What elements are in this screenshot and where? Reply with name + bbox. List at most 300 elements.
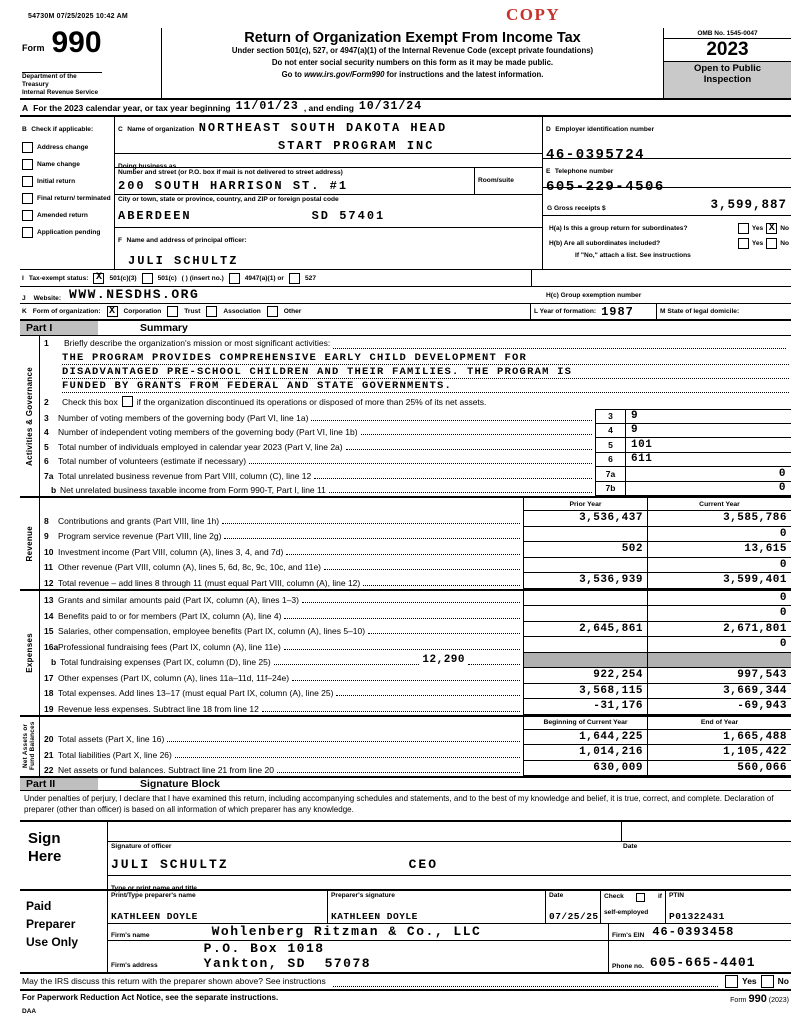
- prior-year-cell: [523, 699, 647, 715]
- firm-ein-value: 46-0393458: [652, 924, 735, 939]
- gross-receipts-label: Gross receipts $: [553, 205, 606, 212]
- preparer-date-cell: [546, 891, 601, 923]
- prior-year-cell: [523, 558, 647, 574]
- dotted-leader: [249, 463, 592, 464]
- form-title: Return of Organization Exempt From Income Tax: [244, 30, 581, 46]
- form-number: 990: [51, 26, 102, 59]
- firm-name-label: Firm's name: [111, 931, 150, 939]
- current-year-cell: [647, 668, 791, 684]
- line-label: Total revenue – add lines 8 through 11 (must equal Part VIII, column (A), line 12): [58, 577, 361, 588]
- checkbox-ha-yes[interactable]: [738, 223, 749, 234]
- tax-year: 2023: [664, 39, 791, 62]
- ein-value: 46-0395724: [546, 147, 646, 163]
- tax-year-end-value: 10/31/24: [358, 100, 423, 113]
- firm-ein-cell: [608, 924, 791, 940]
- dba-cell: [115, 154, 542, 168]
- principal-officer-value: JULI SCHULTZ: [128, 254, 239, 268]
- box-g-id: G: [547, 205, 553, 212]
- hc-label: Group exemption number: [560, 292, 642, 299]
- line-number: 13: [44, 595, 54, 605]
- goto-line: [162, 70, 663, 79]
- prior-value: 3,568,115: [579, 684, 643, 697]
- current-value: 997,543: [737, 669, 787, 682]
- line-number: 21: [44, 749, 54, 760]
- principal-officer-label: Name and address of principal officer:: [126, 237, 247, 244]
- line-value: 9: [631, 424, 639, 437]
- dotted-leader: [346, 449, 592, 450]
- line-label: Net unrelated business taxable income from Form 990-T, Part I, line 11: [60, 485, 326, 495]
- prior-year-cell-shaded: [523, 653, 647, 669]
- prior-year-cell: [523, 606, 647, 622]
- signature-date-label: Date: [623, 842, 638, 850]
- summary-line-22: [40, 761, 791, 777]
- end-value: 560,066: [737, 761, 787, 774]
- checkbox-discuss-yes[interactable]: [725, 975, 738, 988]
- dept-line-1: Department of the Treasury: [22, 73, 77, 88]
- prior-year-cell: [523, 591, 647, 607]
- goto-post: for instructions and the latest information.: [386, 70, 544, 79]
- line-2-post: if the organization discontinued its operations or disposed of more than 25% of its net assets.: [136, 396, 487, 407]
- current-value: 3,669,344: [723, 684, 787, 697]
- gross-receipts-value: 3,599,887: [710, 198, 787, 212]
- part-i-bar: [20, 321, 791, 336]
- preparer-signature-label: Preparer's signature: [331, 891, 395, 899]
- paid-word: Paid: [26, 898, 52, 913]
- label-association: Association: [223, 308, 261, 315]
- state-of-domicile-label: State of legal domicile:: [667, 308, 740, 315]
- line-label: Other expenses (Part IX, column (A), lines 11a–11d, 11f–24e): [58, 672, 290, 683]
- org-name-cell: [115, 117, 542, 154]
- checkbox-final-return[interactable]: [22, 193, 33, 204]
- line-value: 101: [631, 438, 653, 451]
- sidebar-net-assets-label: Net Assets or Fund Balances: [21, 721, 36, 771]
- print-stamp: 54730M 07/25/2025 10:42 AM: [28, 13, 128, 20]
- line-ref-box: 3: [595, 409, 625, 424]
- summary-line-8: [40, 511, 791, 527]
- current-value: 3,599,401: [723, 574, 787, 587]
- sidebar-governance-label: Activities & Governance: [25, 366, 34, 466]
- irs-discuss-label: May the IRS discuss this return with the preparer shown above? See instructions: [22, 976, 326, 987]
- summary-line-7b: [40, 482, 791, 497]
- checkbox-corporation[interactable]: X: [107, 306, 118, 317]
- line-label: Total assets (Part X, line 16): [58, 734, 165, 744]
- label-name-change: Name change: [37, 161, 80, 168]
- line-2-pre: Check this box: [62, 396, 118, 407]
- line-number: 17: [44, 672, 54, 683]
- checkbox-ha-no[interactable]: X: [766, 223, 777, 234]
- begin-value: 630,009: [593, 761, 643, 774]
- box-f-id: F: [118, 237, 123, 244]
- current-year-cell: [647, 591, 791, 607]
- paid-preparer-gutter: [20, 891, 108, 972]
- form-footer-number: 990: [748, 992, 767, 1005]
- summary-line-16b: [40, 653, 791, 669]
- line-label: Salaries, other compensation, employee benefits (Part IX, column (A), lines 5–10): [58, 626, 366, 636]
- expenses-section: [20, 589, 791, 715]
- goto-pre: Go to: [281, 70, 302, 79]
- label-501c: 501(c): [157, 274, 177, 282]
- ha-id: H(a): [549, 225, 562, 232]
- dotted-leader: [292, 680, 520, 681]
- dotted-leader: [333, 348, 786, 349]
- line-number: 5: [44, 441, 49, 452]
- current-value: 0: [779, 527, 787, 540]
- current-value: 0: [779, 638, 787, 651]
- website-label: Website:: [33, 295, 62, 302]
- line-label: Number of voting members of the governing body (Part VI, line 1a): [58, 412, 309, 423]
- line-value-box: [625, 467, 791, 482]
- dept-line-2: Internal Revenue Service: [22, 89, 99, 96]
- prior-year-header: Prior Year: [523, 498, 647, 511]
- paid-preparer-block: [20, 891, 791, 974]
- open-line-1: Open to Public: [693, 62, 762, 74]
- line-number: 14: [44, 610, 54, 621]
- current-year-cell: [647, 684, 791, 700]
- firm-address-cell: [108, 941, 608, 972]
- copy-watermark: COPY: [506, 5, 561, 24]
- line-number: 19: [44, 703, 54, 714]
- dotted-leader: [274, 664, 420, 665]
- preparer-signature-cell[interactable]: [328, 891, 546, 923]
- preparer-name-value: KATHLEEN DOYLE: [111, 910, 198, 922]
- discuss-no-label: No: [777, 976, 789, 987]
- phone-value: 605-665-4401: [649, 954, 756, 970]
- sign-word: Sign: [28, 829, 61, 847]
- principal-officer-cell: [115, 228, 542, 269]
- ein-label: Employer identification number: [555, 126, 655, 133]
- checkbox-address-change[interactable]: [22, 142, 33, 153]
- line-k-id: K: [22, 308, 27, 315]
- ptin-cell: [666, 891, 791, 923]
- firm-ein-label: Firm's EIN: [612, 931, 645, 939]
- line-number: 4: [44, 427, 49, 437]
- fundraising-expenses-value: 12,290: [422, 654, 465, 666]
- year-columns-header: [40, 498, 791, 511]
- telephone-value: 605-229-4506: [546, 179, 665, 195]
- current-year-cell-shaded: [647, 653, 791, 669]
- line-ref-box: 5: [595, 438, 625, 453]
- preparer-date-label: Date: [549, 891, 564, 899]
- officer-name-value: JULI SCHULTZ: [111, 856, 229, 872]
- summary-line-6: [40, 453, 791, 468]
- prior-year-cell: [523, 637, 647, 653]
- irs-url-link[interactable]: www.irs.gov/Form990: [304, 70, 385, 79]
- part-ii-tag: Part II: [20, 778, 98, 790]
- line-m-id: M: [660, 308, 666, 315]
- line-2-row: [40, 393, 791, 409]
- dotted-leader: [222, 523, 520, 524]
- tax-year-begin-value: 11/01/23: [235, 100, 299, 113]
- governance-section: [20, 336, 791, 496]
- end-value: 1,665,488: [723, 730, 787, 743]
- ptin-label: PTIN: [669, 891, 685, 899]
- org-name-line-2: START PROGRAM INC: [278, 139, 435, 153]
- end-of-year-header: End of Year: [647, 717, 791, 730]
- checkbox-501c3[interactable]: X: [93, 273, 104, 284]
- line-label: Total expenses. Add lines 13–17 (must equal Part IX, column (A), line 25): [58, 688, 334, 698]
- checkbox-discuss-no[interactable]: [761, 975, 774, 988]
- begin-value: 1,644,225: [579, 730, 643, 743]
- checkbox-association[interactable]: [206, 306, 217, 317]
- ptin-value: P01322431: [669, 910, 725, 922]
- line-ref-box: 7a: [595, 467, 625, 482]
- open-line-2: Inspection: [703, 73, 752, 85]
- check-label: Check: [604, 892, 624, 900]
- firm-name-value: Wohlenberg Ritzman & Co., LLC: [211, 923, 482, 939]
- self-employed-label: self-employed: [604, 909, 649, 917]
- form-header: [20, 28, 791, 100]
- sidebar-revenue-label: Revenue: [25, 525, 34, 561]
- line-2-number: 2: [44, 396, 49, 407]
- city-value: ABERDEEN: [118, 209, 192, 223]
- firm-phone-cell: [608, 941, 791, 972]
- prior-year-cell: [523, 622, 647, 638]
- current-year-cell: [647, 542, 791, 558]
- sign-here-gutter: [20, 822, 108, 889]
- group-return-cell: [543, 216, 791, 269]
- current-year-cell: [647, 558, 791, 574]
- beginning-of-year-header: Beginning of Current Year: [523, 717, 647, 730]
- irs-discuss-row: [20, 974, 791, 991]
- summary-line-9: [40, 527, 791, 543]
- summary-line-16a: [40, 637, 791, 653]
- line-a: [20, 100, 791, 117]
- current-year-cell: [647, 699, 791, 715]
- mission-text-1: THE PROGRAM PROVIDES COMPREHENSIVE EARLY CHILD DEVELOPMENT FOR: [62, 352, 528, 364]
- current-year-cell: [647, 573, 791, 589]
- omb-block: [664, 28, 791, 98]
- line-label: Total fundraising expenses (Part IX, column (D), line 25): [60, 657, 271, 667]
- checkbox-4947a1[interactable]: [229, 273, 240, 284]
- line-number: 12: [44, 577, 54, 588]
- line-1-number: 1: [44, 338, 49, 348]
- prior-value: 3,536,939: [579, 574, 643, 587]
- current-value: 2,671,801: [723, 622, 787, 635]
- checkbox-trust[interactable]: [167, 306, 178, 317]
- line-a-id: A: [22, 103, 29, 113]
- line-number: 18: [44, 688, 54, 698]
- ha-yes-label: Yes: [751, 225, 764, 232]
- checkbox-initial-return[interactable]: [22, 176, 33, 187]
- signature-of-officer-label: Signature of officer: [111, 842, 172, 850]
- label-527: 527: [304, 274, 316, 282]
- form-number-block: [20, 28, 162, 98]
- line-number: 11: [44, 562, 53, 572]
- use-only-word: Use Only: [26, 934, 79, 949]
- hb-no-label: No: [780, 240, 789, 247]
- form-of-org-label: Form of organization:: [32, 308, 101, 315]
- summary-line-19: [40, 699, 791, 715]
- website-value[interactable]: WWW.NESDHS.ORG: [69, 287, 200, 302]
- current-year-cell: [647, 622, 791, 638]
- current-year-cell: [647, 511, 791, 527]
- firm-address-label: Firm's address: [111, 961, 158, 969]
- summary-line-5: [40, 438, 791, 453]
- self-employed-cell: [601, 891, 666, 923]
- label-application-pending: Application pending: [37, 229, 101, 236]
- hb-yes-label: Yes: [751, 240, 764, 247]
- sign-here-block: [20, 822, 791, 891]
- begin-year-cell: [523, 761, 647, 777]
- prior-value: 922,254: [593, 669, 643, 682]
- summary-line-18: [40, 684, 791, 700]
- line-l-id: L: [534, 308, 538, 315]
- line-label: Professional fundraising fees (Part IX, column (A), line 11e): [58, 641, 281, 652]
- end-year-cell: [647, 730, 791, 746]
- firm-address-line-2: Yankton, SD 57078: [203, 956, 372, 972]
- line-number: b: [51, 485, 57, 495]
- mission-line-2: [62, 365, 789, 379]
- current-year-cell: [647, 637, 791, 653]
- label-insert-no: ( ) (insert no.): [181, 274, 224, 282]
- org-name-line-1: NORTHEAST SOUTH DAKOTA HEAD: [198, 121, 448, 135]
- checkbox-527[interactable]: [289, 273, 300, 284]
- dotted-leader: [302, 602, 520, 603]
- prior-value: 2,645,861: [579, 622, 643, 635]
- mission-text-3: FUNDED BY GRANTS FROM FEDERAL AND STATE GOVERNMENTS.: [62, 380, 453, 392]
- label-amended-return: Amended return: [37, 212, 88, 219]
- dotted-leader: [314, 478, 592, 479]
- dotted-leader: [361, 434, 592, 435]
- dotted-leader: [175, 757, 520, 758]
- dotted-leader: [167, 741, 520, 742]
- summary-line-14: [40, 606, 791, 622]
- prior-year-cell: [523, 527, 647, 543]
- ein-phone-column: [543, 117, 791, 269]
- mission-label-row: [40, 336, 791, 351]
- summary-line-20: [40, 730, 791, 746]
- summary-line-17: [40, 668, 791, 684]
- org-name-address-column: [115, 117, 543, 269]
- begin-year-cell: [523, 730, 647, 746]
- line-value: 9: [631, 410, 639, 423]
- line-number: 8: [44, 515, 49, 526]
- summary-line-11: [40, 558, 791, 574]
- department-block: [22, 72, 102, 97]
- prior-year-cell: [523, 668, 647, 684]
- year-of-formation-label: Year of formation:: [539, 308, 597, 315]
- form-body: [20, 28, 791, 1015]
- summary-line-10: [40, 542, 791, 558]
- line-value-box: [625, 424, 791, 439]
- preparer-signature-value: KATHLEEN DOYLE: [331, 910, 418, 922]
- label-corporation: Corporation: [123, 308, 162, 315]
- box-e-id: E: [546, 168, 551, 175]
- hc-id: H(c): [546, 292, 559, 299]
- telephone-label: Telephone number: [554, 168, 614, 175]
- dotted-leader: [368, 633, 520, 634]
- line-number: b: [51, 657, 57, 667]
- ha-label: Is this a group return for subordinates?: [563, 225, 688, 232]
- city-label: City or town, state or province, country, and ZIP or foreign postal code: [118, 196, 339, 203]
- type-or-print-label: Type or print name and title: [111, 884, 197, 892]
- part-ii-bar: [20, 776, 791, 791]
- checkbox-discontinued[interactable]: [122, 396, 133, 407]
- signature-line[interactable]: [108, 822, 791, 842]
- footer-row: [20, 991, 791, 1005]
- phone-label: Phone no.: [612, 962, 644, 970]
- label-other: Other: [283, 308, 302, 315]
- website-row: [20, 287, 791, 304]
- firm-name-cell: [108, 924, 608, 940]
- line-label: Total number of individuals employed in calendar year 2023 (Part V, line 2a): [58, 441, 343, 452]
- checkbox-amended-return[interactable]: [22, 210, 33, 221]
- line-value-box: [625, 438, 791, 453]
- line-value: 0: [778, 482, 786, 495]
- summary-line-15: [40, 622, 791, 638]
- balance-columns-header: [40, 717, 791, 730]
- form-title-block: [162, 28, 664, 98]
- dotted-leader: [286, 554, 520, 555]
- dotted-leader: [284, 618, 520, 619]
- checkbox-hb-yes[interactable]: [738, 238, 749, 249]
- checkbox-501c[interactable]: [142, 273, 153, 284]
- checkbox-application-pending[interactable]: [22, 227, 33, 238]
- street-value: 200 SOUTH HARRISON ST. #1: [118, 179, 349, 193]
- prior-value: 3,536,437: [579, 512, 643, 525]
- line-value-box: [625, 409, 791, 424]
- checkbox-hb-no[interactable]: [766, 238, 777, 249]
- mission-label: Briefly describe the organization's mission or most significant activities:: [64, 338, 331, 348]
- current-value: -69,943: [737, 700, 787, 713]
- end-year-cell: [647, 761, 791, 777]
- checkbox-name-change[interactable]: [22, 159, 33, 170]
- line-label: Other revenue (Part VIII, column (A), lines 5, 6d, 8c, 9c, 10c, and 11e): [58, 562, 321, 572]
- dotted-leader: [336, 695, 520, 696]
- gross-receipts-cell: [543, 188, 791, 216]
- summary-line-4: [40, 424, 791, 439]
- signature-date-field[interactable]: [621, 822, 791, 841]
- form-subtitle: Under section 501(c), 527, or 4947(a)(1) of the Internal Revenue Code (except private foundations): [231, 46, 594, 55]
- line-ref-box: 4: [595, 424, 625, 439]
- checkbox-self-employed[interactable]: [636, 893, 645, 902]
- prior-value: 502: [621, 543, 643, 556]
- end-year-cell: [647, 745, 791, 761]
- street-cell: [115, 168, 542, 195]
- ha-no-label: No: [780, 225, 789, 232]
- dotted-leader: [284, 649, 520, 650]
- line-number: 22: [44, 765, 54, 775]
- checkbox-other[interactable]: [267, 306, 278, 317]
- current-value: 3,585,786: [723, 512, 787, 525]
- label-final-return: Final return/ terminated: [37, 195, 111, 202]
- line-label: Contributions and grants (Part VIII, line 1h): [58, 515, 220, 526]
- current-year-header: Current Year: [647, 498, 791, 511]
- dotted-leader: [329, 492, 592, 493]
- current-value: 0: [779, 607, 787, 620]
- line-value-box: [625, 482, 791, 497]
- line-a-text-1: For the 2023 calendar year, or tax year beginning: [33, 103, 231, 113]
- line-value-box: [625, 453, 791, 468]
- room-suite-label: Room/suite: [478, 177, 514, 184]
- summary-line-7a: [40, 467, 791, 482]
- part-i-title: Summary: [140, 322, 188, 334]
- open-to-public-badge: [664, 62, 791, 98]
- omb-number: OMB No. 1545-0047: [664, 28, 791, 39]
- dotted-leader: [262, 711, 520, 712]
- line-a-text-2: , and ending: [303, 103, 354, 113]
- line-number: 20: [44, 734, 54, 744]
- box-b-id: B: [22, 126, 27, 133]
- current-year-cell: [647, 606, 791, 622]
- prior-year-cell: [523, 511, 647, 527]
- dotted-leader: [468, 664, 520, 665]
- preparer-name-label: Print/Type preparer's name: [111, 891, 196, 899]
- line-number: 7a: [44, 470, 54, 481]
- form-of-organization-row: [20, 304, 791, 321]
- dotted-leader: [277, 772, 520, 773]
- preparer-word: Preparer: [26, 916, 76, 931]
